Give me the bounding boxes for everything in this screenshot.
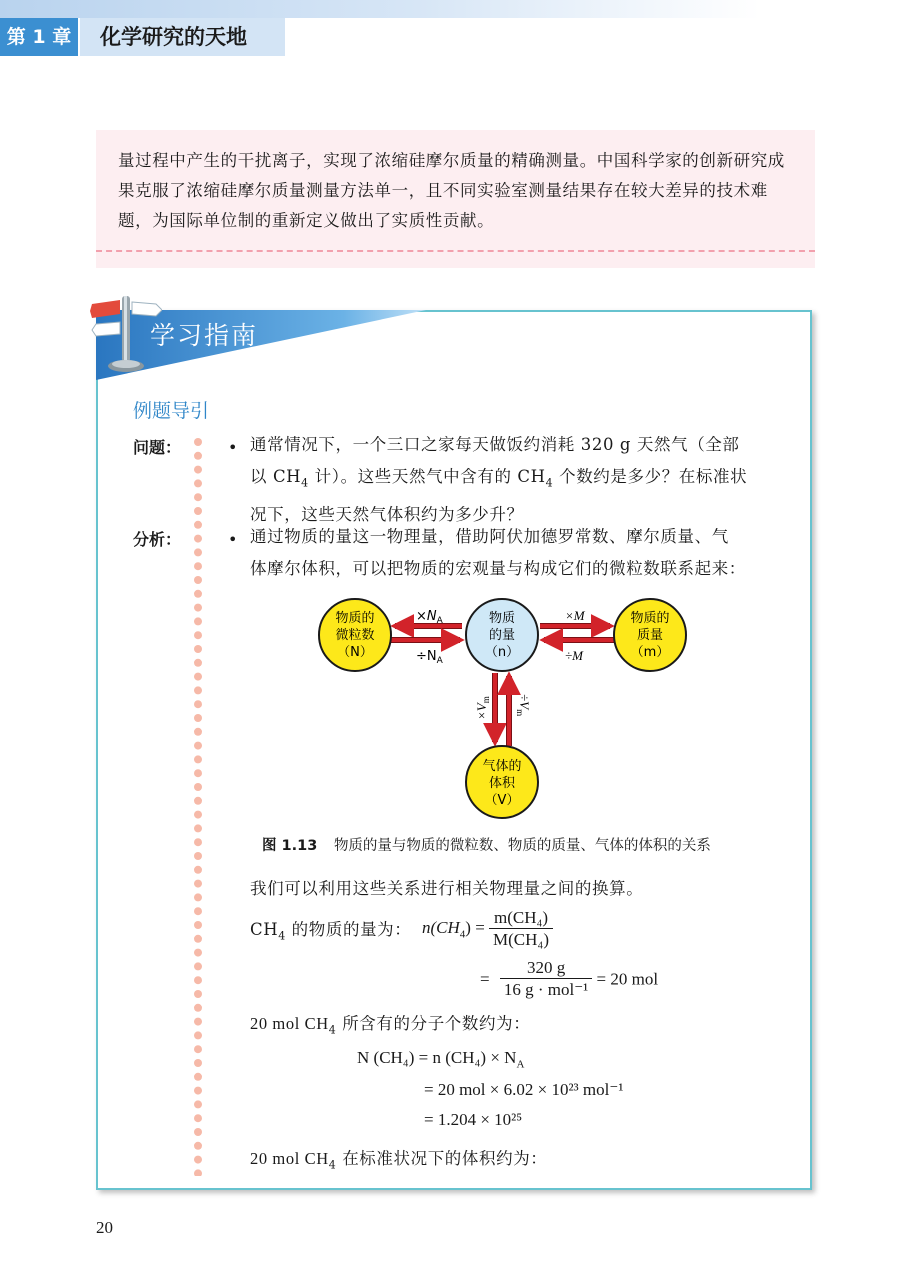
margin-dot — [194, 714, 202, 722]
margin-dot — [194, 866, 202, 874]
margin-dot — [194, 728, 202, 736]
margin-dot — [194, 548, 202, 556]
margin-dot — [194, 452, 202, 460]
page-number: 20 — [96, 1218, 113, 1237]
svg-text:物质: 物质 — [488, 611, 516, 626]
margin-dot — [194, 907, 202, 915]
margin-dot — [194, 438, 202, 446]
margin-dot — [194, 466, 202, 474]
label-divide-vm: $\div V_m$ — [515, 694, 532, 717]
note-box — [96, 130, 815, 268]
margin-dot — [194, 617, 202, 625]
svg-text:体积: 体积 — [488, 776, 516, 791]
margin-dot — [194, 838, 202, 846]
volume-label: 20 mol $CH_4$ 在标准状况下的体积约为： — [250, 1149, 548, 1172]
margin-dot — [194, 1031, 202, 1039]
note-dashed-divider — [96, 250, 815, 252]
equation-4: = 20 mol × 6.02 × 10²³ mol⁻¹ — [424, 1080, 624, 1099]
svg-text:微粒数: 微粒数 — [335, 628, 375, 643]
svg-text:物质的: 物质的 — [335, 611, 375, 626]
question-line-3: 况下，这些天然气体积约为多少升？ — [250, 505, 524, 525]
analysis-bullet: • — [228, 530, 238, 549]
margin-dot — [194, 645, 202, 653]
analysis-line-2: 体摩尔体积，可以把物质的宏观量与构成它们的微粒数联系起来： — [250, 559, 746, 578]
question-label: 问题： — [133, 438, 182, 457]
margin-dot — [194, 521, 202, 529]
question-bullet: • — [228, 438, 238, 457]
label-times-vm: $\times V_m$ — [474, 696, 491, 720]
molecule-count-label: 20 mol $CH_4$ 所含有的分子个数约为： — [250, 1014, 531, 1037]
equation-5: = 1.204 × 10²⁵ — [424, 1110, 523, 1129]
margin-dot — [194, 1045, 202, 1053]
svg-text:（N）: （N） — [337, 645, 373, 660]
margin-dot — [194, 1018, 202, 1026]
node-amount — [466, 599, 538, 671]
solution-intro: 我们可以利用这些关系进行相关物理量之间的换算。 — [250, 879, 644, 898]
node-mass — [614, 599, 686, 671]
note-text: 量过程中产生的干扰离子，实现了浓缩硅摩尔质量的精确测量。中国科学家的创新研究成果克服了浓缩硅摩尔质量测量方法单一，且不同实验室测量结果存在较大差异的技术难题，为国际单位制的重新定义做出了实质性贡献。 — [118, 151, 785, 230]
header-band — [0, 0, 760, 18]
question-line-2: 以 $CH_4$ 计）。这些天然气中含有的 $CH_4$ 个数约是多少？在标准状 — [250, 467, 748, 490]
margin-dot — [194, 631, 202, 639]
margin-dot — [194, 1169, 202, 1176]
equation-3: N (CH₄) = n $(CH_4) \times N_A$ — [357, 1048, 525, 1071]
margin-dot — [194, 493, 202, 501]
equation-2: = $\frac{320 g}{\text{16 g · mol⁻¹}}$ = 20 mol — [480, 958, 659, 999]
margin-dot — [194, 1142, 202, 1150]
margin-dot — [194, 507, 202, 515]
caption-text: 物质的量与物质的微粒数、物质的质量、气体的体积的关系 — [333, 838, 711, 854]
svg-text:气体的: 气体的 — [482, 759, 522, 774]
margin-dot — [194, 852, 202, 860]
margin-dot — [194, 1128, 202, 1136]
margin-dot — [194, 797, 202, 805]
analysis-label: 分析： — [133, 530, 182, 549]
margin-dot — [194, 479, 202, 487]
fraction-2: $\frac{320 g}{\text{16 g · mol⁻¹}}$ — [500, 958, 592, 1001]
margin-dot — [194, 1073, 202, 1081]
margin-dot — [194, 811, 202, 819]
chapter-title: 化学研究的天地 — [80, 18, 285, 56]
question-text — [250, 429, 790, 531]
margin-dot — [194, 962, 202, 970]
margin-dot — [194, 921, 202, 929]
margin-dot — [194, 976, 202, 984]
margin-dot — [194, 1156, 202, 1164]
margin-dot — [194, 673, 202, 681]
margin-dot — [194, 590, 202, 598]
margin-dot — [194, 1059, 202, 1067]
margin-dot — [194, 783, 202, 791]
svg-text:（n）: （n） — [484, 645, 520, 660]
dotted-margin-line — [192, 436, 204, 1176]
margin-dot — [194, 535, 202, 543]
svg-text:（m）: （m） — [630, 645, 670, 660]
margin-dot — [194, 990, 202, 998]
margin-dot — [194, 949, 202, 957]
svg-text:的量: 的量 — [488, 628, 516, 643]
study-guide-title: 学习指南 — [150, 321, 259, 350]
margin-dot — [194, 824, 202, 832]
svg-text:（V）: （V） — [484, 793, 520, 808]
margin-dot — [194, 1100, 202, 1108]
label-divide-m: ÷M — [565, 648, 583, 663]
margin-dot — [194, 893, 202, 901]
margin-dot — [194, 576, 202, 584]
label-times-m: ×M — [565, 608, 585, 623]
label-times-na: $\times N_A$ — [416, 609, 443, 626]
figure-caption — [262, 834, 711, 855]
node-volume — [466, 746, 538, 818]
margin-dot — [194, 659, 202, 667]
margin-dot — [194, 880, 202, 888]
label-divide-na: $\div N_A$ — [416, 649, 443, 666]
margin-dot — [194, 935, 202, 943]
fraction-1: $\frac{\text{m(CH₄)}}{\text{M(CH₄)}}$ — [489, 908, 553, 951]
margin-dot — [194, 604, 202, 612]
caption-number: 图 1.13 — [262, 838, 318, 854]
node-particles — [319, 599, 391, 671]
margin-dot — [194, 562, 202, 570]
margin-dot — [194, 742, 202, 750]
margin-dot — [194, 700, 202, 708]
margin-dot — [194, 1114, 202, 1122]
chapter-label: 第 1 章 — [0, 18, 78, 56]
svg-text:物质的: 物质的 — [630, 611, 670, 626]
relationship-diagram — [310, 590, 700, 830]
margin-dot — [194, 755, 202, 763]
margin-dot — [194, 1087, 202, 1095]
svg-text:质量: 质量 — [636, 628, 664, 643]
ch4-amount-label: $CH_4$ 的物质的量为： — [250, 920, 412, 943]
analysis-text — [250, 521, 790, 585]
equation-1: $n(CH_4)$ = $\frac{\text{m(CH₄)}}{\text{M(CH₄)}}$ — [422, 908, 553, 951]
subsection-title: 例题导引 — [133, 400, 210, 422]
question-line-1: 通常情况下，一个三口之家每天做饭约消耗 320 g 天然气（全部 — [250, 435, 740, 454]
margin-dot — [194, 1004, 202, 1012]
margin-dot — [194, 686, 202, 694]
analysis-line-1: 通过物质的量这一物理量，借助阿伏加德罗常数、摩尔质量、气 — [250, 527, 729, 546]
margin-dot — [194, 769, 202, 777]
